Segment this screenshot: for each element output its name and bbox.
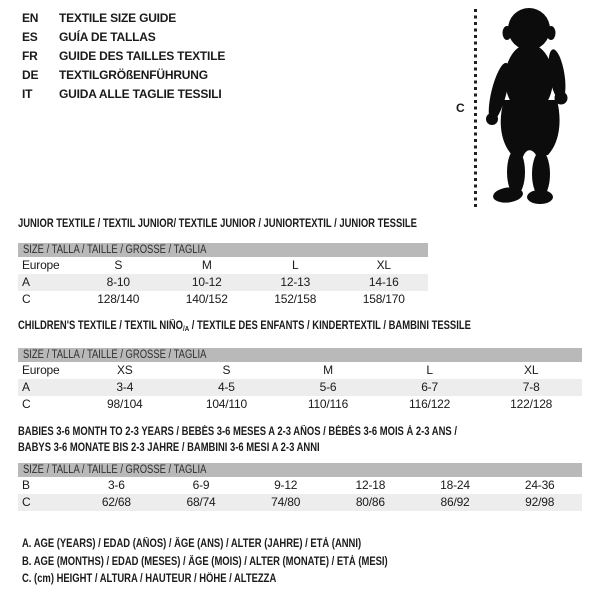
legend-line-text: B. AGE (MONTHS) / EDAD (MESES) / ÂGE (MOIS) / ALTER (MONATE) / ETÀ (MESI) <box>22 555 388 568</box>
height-measure-label: C <box>456 101 465 115</box>
table-title-text <box>18 318 471 337</box>
row-label: B <box>22 478 30 492</box>
row-label: C <box>22 495 31 509</box>
language-row <box>22 28 225 47</box>
language-guide-title: GUIDE DES TAILLES TEXTILE <box>59 49 226 63</box>
table-cell: 80/86 <box>355 495 385 509</box>
table-row <box>18 494 582 511</box>
table-size-header <box>18 243 428 257</box>
table-title-segment: BABYS 3-6 MONATE BIS 2-3 JAHRE / BAMBINI 3-6 MESI A 2-3 ANNI <box>18 442 320 454</box>
table-cell: 8-10 <box>106 275 130 289</box>
table-cell: 10-12 <box>191 275 222 289</box>
row-label: A <box>22 275 30 289</box>
language-code: DE <box>22 68 39 82</box>
table-cell: M <box>201 258 212 272</box>
language-title-list <box>22 9 225 104</box>
table-cell: 6-7 <box>421 380 438 394</box>
table-cell: 68/74 <box>186 495 216 509</box>
table-cell: 116/122 <box>409 397 451 411</box>
table-cell: 104/110 <box>205 397 247 411</box>
table-title <box>18 216 428 232</box>
row-label: C <box>22 397 31 411</box>
table-cell: 158/170 <box>362 292 405 306</box>
table-size-header <box>18 463 582 477</box>
table-cell: XL <box>376 258 391 272</box>
table-size-header-text: SIZE / TALLA / TAILLE / GRÖSSE / TAGLIA <box>23 349 207 361</box>
table-cell: 128/140 <box>97 292 140 306</box>
legend-line <box>22 554 468 572</box>
table-cell: 12-13 <box>280 275 311 289</box>
legend-line-text: A. AGE (YEARS) / EDAD (AÑOS) / ÂGE (ANS) / ALTER (JAHRE) / ETÀ (ANNI) <box>22 538 362 550</box>
table-cell: 62/68 <box>101 495 131 509</box>
table-cell: 98/104 <box>107 397 143 411</box>
table-title-text <box>18 424 457 440</box>
row-label: A <box>22 380 30 394</box>
table-cell: 18-24 <box>440 478 470 492</box>
row-label: Europe <box>22 258 60 272</box>
table-cell: 24-36 <box>524 478 555 492</box>
table-cell: 9-12 <box>274 478 298 492</box>
legend-line <box>22 571 468 589</box>
toddler-silhouette-image <box>482 5 579 207</box>
table-cell: 110/116 <box>307 397 349 411</box>
legend-line-text: C. (cm) HEIGHT / ALTURA / HAUTEUR / HÖHE / ALTEZZA <box>22 573 277 585</box>
row-label: C <box>22 292 31 306</box>
table-title-segment: CHILDREN'S TEXTILE / TEXTIL NIÑO <box>18 320 184 332</box>
table-size-header-text: SIZE / TALLA / TAILLE / GRÖSSE / TAGLIA <box>23 244 207 256</box>
table-cell: L <box>426 363 433 377</box>
table-title-text <box>18 216 417 232</box>
language-row <box>22 47 225 66</box>
table-title-segment: JUNIOR TEXTILE / TEXTIL JUNIOR/ TEXTILE JUNIOR / JUNIORTEXTIL / JUNIOR TESSILE <box>18 218 417 230</box>
size-table <box>18 216 428 308</box>
table-cell: S <box>114 258 123 272</box>
table-row <box>18 379 582 396</box>
table-title-segment: /A <box>183 324 190 333</box>
language-guide-title: GUIDA ALLE TAGLIE TESSILI <box>59 87 222 101</box>
table-cell: 14-16 <box>368 275 399 289</box>
table-row <box>18 396 582 413</box>
table-cell: 4-5 <box>218 380 235 394</box>
language-guide-title: TEXTILGRÖßENFÜHRUNG <box>59 68 208 82</box>
table-cell: S <box>222 363 231 377</box>
language-code: FR <box>22 49 38 63</box>
table-row <box>18 362 582 379</box>
language-guide-title: TEXTILE SIZE GUIDE <box>59 11 177 25</box>
language-row <box>22 66 225 85</box>
language-row <box>22 9 225 28</box>
table-cell: 5-6 <box>319 380 337 394</box>
size-table <box>18 318 582 413</box>
table-title-segment: BABIES 3-6 MONTH TO 2-3 YEARS / BEBÉS 3-6 MESES A 2-3 AÑOS / BÉBÉS 3-6 MOIS À 2-3 ANS / <box>18 426 457 438</box>
table-title <box>18 318 582 337</box>
table-cell: 3-6 <box>107 478 125 492</box>
table-cell: M <box>323 363 333 377</box>
height-measure-dashed-line <box>474 9 477 208</box>
language-code: IT <box>22 87 33 101</box>
size-table <box>18 424 582 511</box>
table-size-header <box>18 348 582 362</box>
language-code: EN <box>22 11 39 25</box>
table-row <box>18 257 428 274</box>
table-cell: 140/152 <box>185 292 228 306</box>
table-row <box>18 477 582 494</box>
table-title <box>18 440 582 456</box>
table-title-text <box>18 440 320 456</box>
table-cell: XL <box>524 363 539 377</box>
table-title <box>18 424 582 440</box>
language-row <box>22 85 225 104</box>
language-guide-title: GUÍA DE TALLAS <box>59 30 156 44</box>
table-cell: 86/92 <box>440 495 470 509</box>
table-cell: 6-9 <box>192 478 210 492</box>
table-cell: 122/128 <box>510 397 553 411</box>
table-cell: 92/98 <box>525 495 555 509</box>
table-row <box>18 291 428 308</box>
row-label: Europe <box>22 363 60 377</box>
table-cell: XS <box>116 363 133 377</box>
table-cell: 7-8 <box>522 380 540 394</box>
table-cell: 3-4 <box>116 380 134 394</box>
table-title-segment: / TEXTILE DES ENFANTS / KINDERTEXTIL / BAMBINI TESSILE <box>189 320 471 332</box>
language-code: ES <box>22 30 38 44</box>
table-cell: 74/80 <box>271 495 301 509</box>
legend-line <box>22 536 468 554</box>
measure-legend <box>22 536 468 589</box>
table-size-header-text: SIZE / TALLA / TAILLE / GRÖSSE / TAGLIA <box>23 464 207 476</box>
table-cell: L <box>292 258 299 272</box>
table-cell: 152/158 <box>274 292 317 306</box>
table-cell: 12-18 <box>355 478 386 492</box>
table-row <box>18 274 428 291</box>
